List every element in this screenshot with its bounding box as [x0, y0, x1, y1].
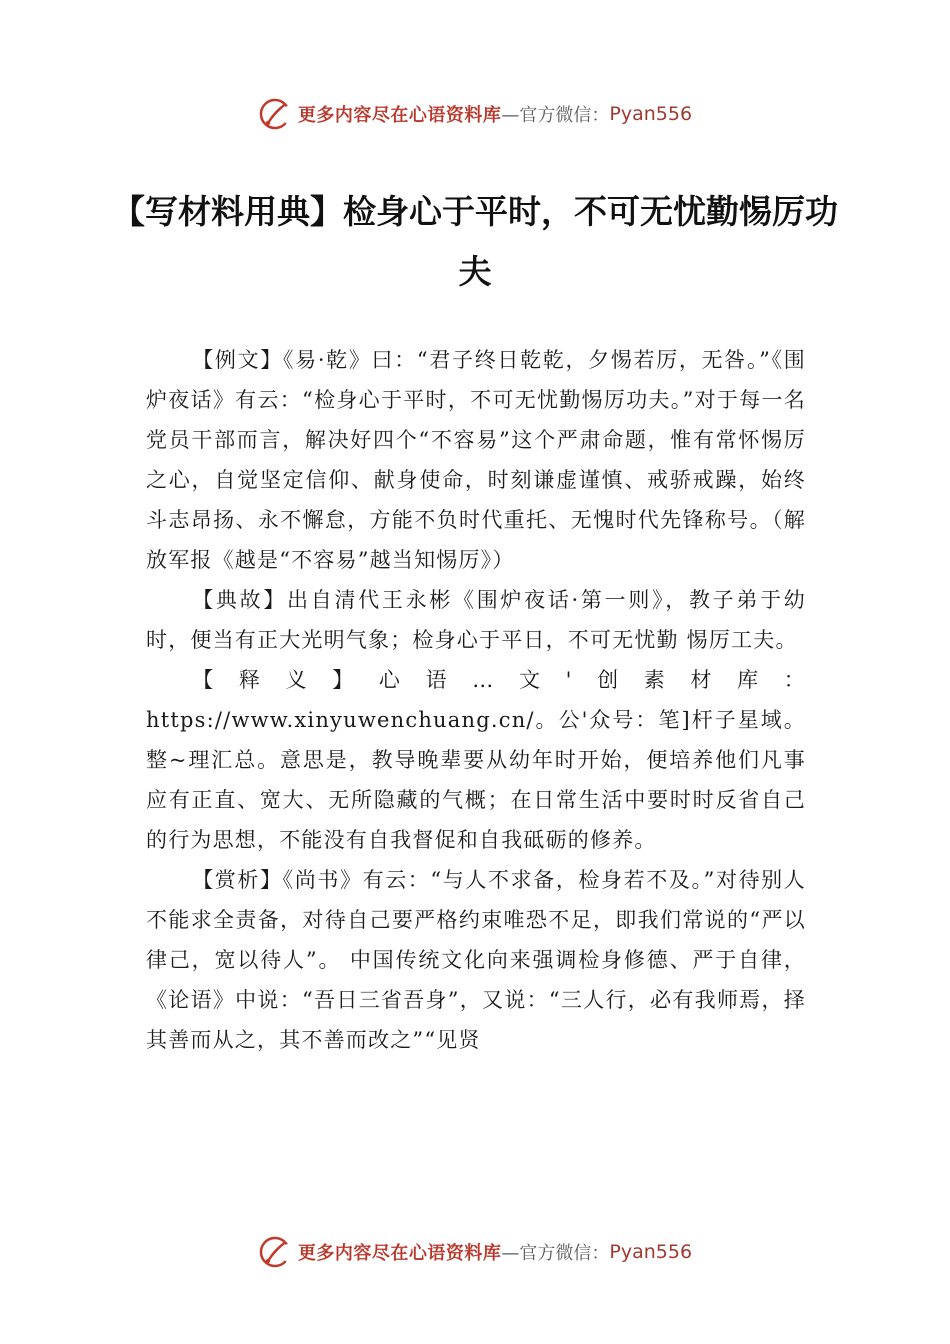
paragraph-allusion: 【典故】出自清代王永彬《围炉夜话·第一则》，教子弟于幼时，便当有正大光明气象；检身心于平日，不可无忧勤 惕厉工夫。: [146, 588, 806, 652]
brush-logo-icon: [258, 1235, 292, 1269]
page-title: 【写材料用典】检身心于平时，不可无忧勤惕厉功夫: [112, 192, 838, 291]
banner-text: 更多内容尽在心语资料库: [297, 1243, 502, 1264]
banner-text: 更多内容尽在心语资料库: [297, 105, 502, 126]
banner-separator: —官方微信：: [501, 105, 610, 126]
footer-banner: [0, 1232, 950, 1272]
article-body: [146, 340, 806, 1060]
wechat-id: Pyan556: [609, 103, 693, 125]
banner-separator: —官方微信：: [501, 1243, 610, 1264]
paragraph-appreciation: 【赏析】《尚书》有云：“与人不求备，检身若不及。”对待别人不能求全责备，对待自己要严格约束唯恐不足，即我们常说的“严以律己，宽以待人”。 中国传统文化向来强调检身修德、严于自律，《论语》中说：“吾日三省吾身”，又说：“三人行，必有我师焉，择其善而从之，其不善而改之”“见贤: [146, 868, 806, 1052]
header-banner: [0, 94, 950, 134]
brush-logo-icon: [258, 97, 292, 131]
paragraph-meaning: 【释义】心语…文'创素材库：https://www.xinyuwenchuang.cn/。公'众号：笔]杆子星域。整~理汇总。意思是，教导晚辈要从幼年时开始，便培养他们凡事应有正直、宽大、无所隐藏的气概；在日常生活中要时时反省自己的行为思想，不能没有自我督促和自我砥砺的修养。: [146, 668, 806, 852]
wechat-id: Pyan556: [609, 1241, 693, 1263]
paragraph-example: 【例文】《易·乾》曰：“君子终日乾乾，夕惕若厉，无咎。”《围炉夜话》有云：“检身心于平时，不可无忧勤惕厉功夫。”对于每一名党员干部而言，解决好四个“不容易”这个严肃命题，惟有常怀惕厉之心，自觉坚定信仰、献身使命，时刻谦虚谨慎、戒骄戒躁，始终斗志昂扬、永不懈怠，方能不负时代重托、无愧时代先锋称号。（解放军报《越是“不容易”越当知惕厉》）: [146, 348, 806, 572]
